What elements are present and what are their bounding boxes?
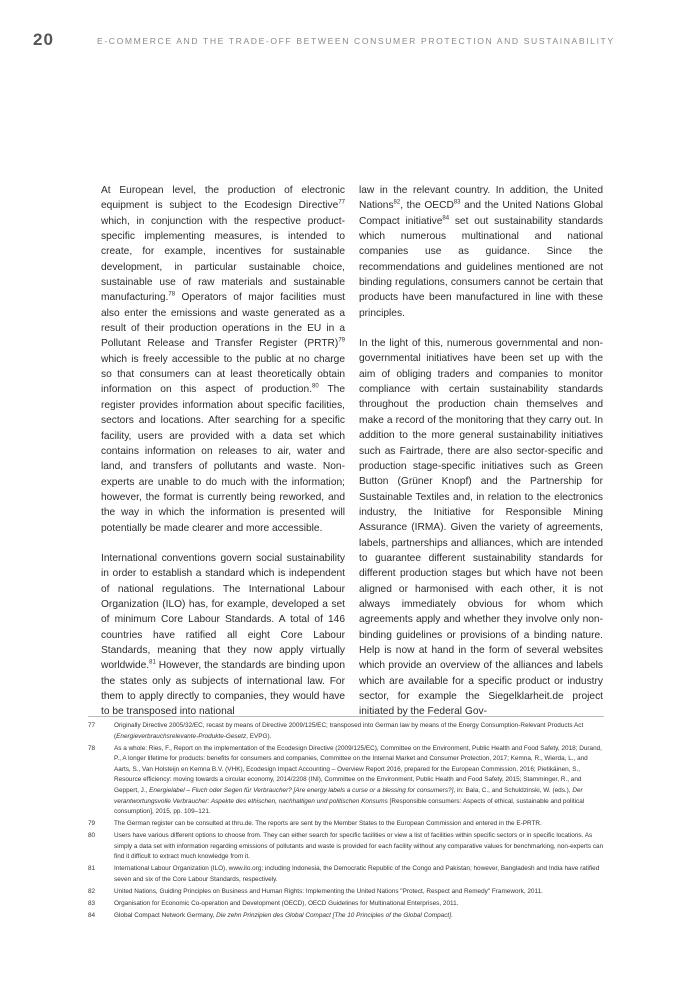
footnote-item [88, 899, 604, 910]
footnote-text: United Nations, Guiding Principles on Business and Human Rights: Implementing the United Nations "Protect, Respect and Remedy" Framework, 2011. [114, 887, 543, 895]
footnote-text: International Labour Organization (ILO), www.ilo.org; including Indonesia, the Democratic Republic of the Congo and Pakistan; however, Bangladesh and India have ratified seven and six of the Core Labour Standards, respectively. [114, 865, 600, 883]
body-paragraph: In the light of this, numerous governmental and non-governmental initiatives have been set up with the aim of obliging traders and companies to monitor compliance with certain sustainability standards throughout the production chain themselves and make a record of the monitoring that they carry out. In addition to the more general sustainability initiatives such as Fairtrade, there are also sector-specific and production stage-specific initiatives such as Green Button (Grüner Knopf) and the Partnership for Sustainable Textiles and, in relation to the electronics industry, the Initiative for Responsible Mining Assurance (IRMA). Given the variety of agreements, labels, partnerships and alliances, which are intended to guarantee different sustainability standards for different production stages but which have not been aligned or harmonised with each other, it is not always immediately obvious for whom which agreements apply and whether they involve only non-binding guidelines or provisions of a binding nature. Help is now at hand in the form of several websites which provide an overview of the alliances and labels which are available for a specific product or industry sector, for example the Siegelklarheit.de project initiated by the Federal Gov- [359, 338, 603, 718]
italic-text: Die zehn Prinzipien des Global Compact [The 10 Principles of the Global Compact] [216, 911, 451, 919]
footnote-item [88, 721, 604, 742]
body-paragraph: law in the relevant country. In addition, the United Nations$^{82}$, the OECD$^{83}$ and the United Nations Global Compact initiative$^{84}$ set out sustainability standards which numerous multinational and national companies use as guidance. Since the recommendations and guidelines mentioned are not binding regulations, consumers cannot be certain that products have been manufactured in line with these principles. [359, 185, 604, 319]
footnote-number: 79 [88, 820, 96, 828]
footnote-text: As a whole: Ries, F., Report on the implementation of the Ecodesign Directive (2009/125/EC), Committee on the Environment, Public Health and Food Safety, 2018; Durand, P., A longer lifetime for products: benefits for consumers and companies, Committee on the Internal Market and Consumer Protection, 2017; Kemna, R., Wierda, L., and Aarts, S., Van Holsteijn en Kemna B.V. (VHK), Ecodesign Impact Accounting – Overview Report 2016, prepared for the European Commission, 2016; Pietikäinen, S., Resource efficiency: moving towards a circular economy, 2014/2208 (INI), Committee on the Environment, Public Health and Food Safety, 2015; Stamminger, R., and Geppert, J., Energielabel – Fluch oder Segen für Verbraucher? [Are energy labels a curse or a blessing for consumers?], in: Bala, C., and Schuldzinski, W. (eds.), Der verantwortungsvolle Verbraucher: Aspekte des ethischen, nachhaltigen und politischen Konsums [Responsible consumers: Aspects of ethical, sustainable and political consumption], 2015, pp. 109–121. [114, 744, 602, 816]
footnote-ref: 79 [338, 338, 345, 345]
footnote-text: The German register can be consulted at thru.de. The reports are sent by the Member States to the European Commission and entered in the E-PRTR. [114, 820, 542, 828]
footnote-number: 78 [88, 744, 96, 752]
footnote-item [88, 819, 604, 830]
footnote-item [88, 831, 604, 863]
footnote-text: Organisation for Economic Co-operation and Development (OECD), OECD Guidelines for Multinational Enterprises, 2011. [114, 899, 459, 907]
footnote-number: 83 [88, 899, 96, 907]
footnote-text: Originally Directive 2005/32/EC, recast by means of Directive 2009/125/EC; transposed into German law by means of the Energy Consumption-Relevant Products Act (Energieverbrauchsrelevante-Produkte-Gesetz, EVPG). [114, 722, 584, 740]
footnote-number: 84 [88, 911, 96, 919]
italic-text: Energieverbrauchsrelevante-Produkte-Gesetz [116, 732, 247, 740]
footnote-ref: 82 [393, 199, 401, 206]
italic-text: Der verantwortungsvolle Verbraucher: Aspekte des ethischen, nachhaltigen und politischen Konsums [114, 786, 583, 805]
footnote-divider [88, 716, 604, 717]
footnote-ref: 83 [453, 199, 461, 206]
body-paragraph: International conventions govern social sustainability in order to establish a standard which is independent of national regulations. The International Labour Organization (ILO) has, for example, developed a set of minimum Core Labour Standards. A total of 146 countries have ratified all eight Core Labour Standards, meaning that they now apply virtually worldwide.$^{81}$ However, the standards are binding upon the states only as subjects of international law. For them to apply directly to companies, they would have to be transposed into national [101, 552, 345, 718]
footnotes [88, 721, 604, 923]
footnote-number: 80 [88, 832, 96, 840]
body-paragraph: At European level, the production of electronic equipment is subject to the Ecodesign Directive$^{77}$ which, in conjunction with the respective product-specific implementing measures, is intended to create, for example, incentives for sustainable development, in particular sustainable choice, sustainable use of raw materials and sustainable manufacturing.$^{78}$ Operators of major facilities must also enter the emissions and waste generated as a result of their production operations in the EU in a Pollutant Release and Transfer Register (PRTR)$^{79}$ which is freely accessible to the public at no charge so that consumers can at least theoretically obtain information on this aspect of production.$^{80}$ The register provides information about specific facilities, sectors and locations. After searching for a specific facility, users are provided with a data set which contains information on releases to air, water and land, and transfers of pollutants and waste. Non-experts are unable to do much with the information; however, the format is currently being reworked, and the way in which the information is presented will potentially be made clearer and more accessible. [101, 185, 345, 534]
footnote-item [88, 744, 604, 818]
running-title: E-COMMERCE AND THE TRADE-OFF BETWEEN CONSUMER PROTECTION AND SUSTAINABILITY [97, 36, 615, 46]
footnote-ref: 81 [149, 659, 156, 666]
footnote-number: 82 [88, 887, 96, 895]
page-header [33, 30, 673, 54]
body-column-right [359, 183, 603, 735]
footnote-ref: 77 [338, 199, 345, 206]
footnote-item [88, 911, 604, 922]
footnote-number: 81 [88, 865, 96, 873]
footnote-item [88, 864, 604, 885]
footnote-text: Users have various different options to choose from. They can either search for specific facilities or view a list of facilities within specific sectors or in specific locations. As simply a data set with information regarding emissions of pollutants and waste is provided for each facility without any comparative values for benchmarking, non-experts can find it difficult to extract much knowledge from it. [114, 832, 604, 861]
footnote-ref: 78 [168, 292, 176, 299]
italic-text: Energielabel – Fluch oder Segen für Verbraucher? [Are energy labels a curse or a blessing for consumers?] [149, 786, 454, 794]
footnote-item [88, 887, 604, 898]
body-column-left [101, 183, 345, 735]
page-number: 20 [33, 30, 54, 49]
footnote-text: Global Compact Network Germany, Die zehn Prinzipien des Global Compact [The 10 Principles of the Global Compact]. [114, 911, 453, 919]
footnote-number: 77 [88, 722, 96, 729]
footnote-ref: 80 [312, 384, 319, 391]
footnote-ref: 84 [442, 215, 450, 222]
